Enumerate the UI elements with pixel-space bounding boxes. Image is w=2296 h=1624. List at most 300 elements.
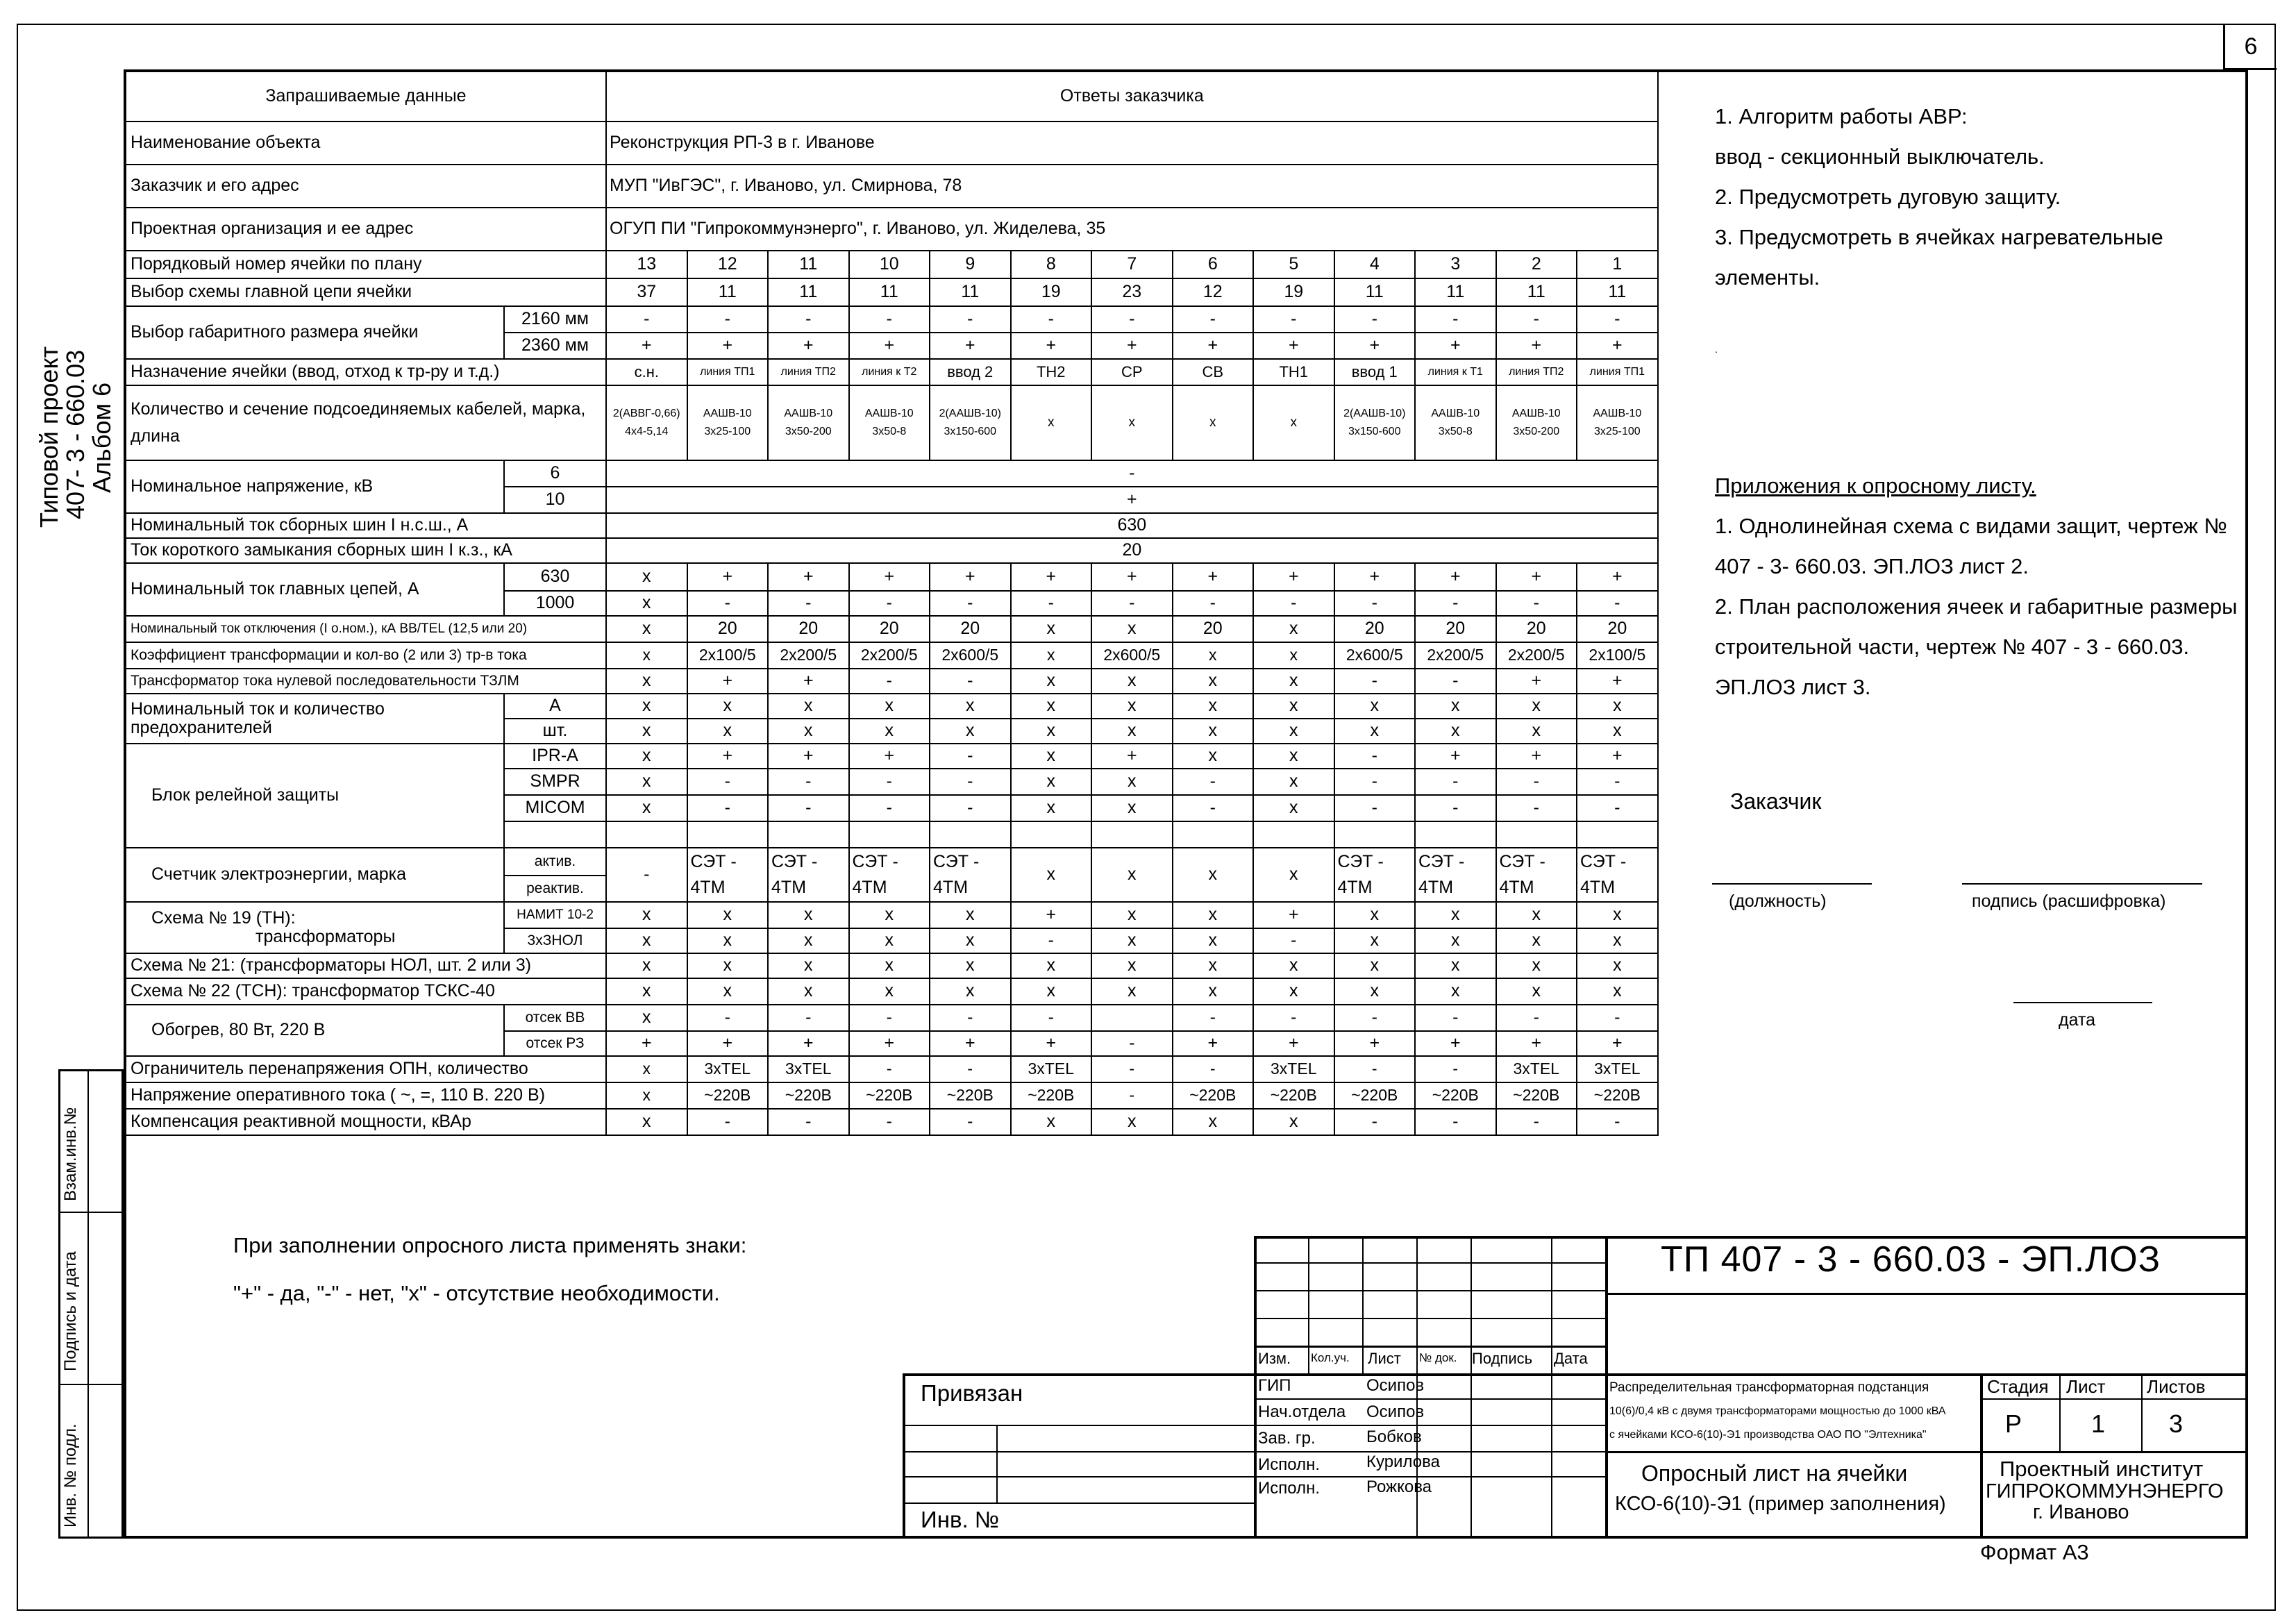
- table-cell: [1415, 848, 1496, 902]
- table-cell: +: [1577, 669, 1658, 694]
- table-cell: [1253, 848, 1334, 902]
- table-cell: х: [606, 1082, 687, 1109]
- table-cell: х: [768, 978, 849, 1005]
- table-cell: -: [1173, 1005, 1254, 1031]
- table-cell: -: [1415, 795, 1496, 821]
- role-row-0: ГИП: [1258, 1376, 1291, 1395]
- table-cell: +: [1496, 563, 1577, 591]
- table-cell: -: [1173, 795, 1254, 821]
- table-cell: 20: [768, 616, 849, 642]
- table-cell: х: [1011, 642, 1092, 669]
- name-row-1: Осипов: [1366, 1403, 1425, 1421]
- relay-ipr-label: IPR-A: [504, 744, 606, 769]
- table-cell: -: [768, 795, 849, 821]
- table-cell: -: [1334, 669, 1416, 694]
- table-cell: ~220В: [1173, 1082, 1254, 1109]
- table-row: [126, 208, 1658, 251]
- table-cell: х: [606, 563, 687, 591]
- table-cell: СР: [1091, 359, 1173, 385]
- tb-line: [1254, 1290, 1605, 1291]
- table-cell: х: [606, 616, 687, 642]
- desc-line1: Распределительная трансформаторная подстанция: [1609, 1380, 1929, 1395]
- table-cell: 20: [1496, 616, 1577, 642]
- table-cell: х: [1173, 902, 1254, 928]
- table-cell: +: [1173, 563, 1254, 591]
- table-cell: х: [606, 769, 687, 795]
- cell-line: 4ТМ: [852, 878, 887, 897]
- table-cell: -: [1334, 795, 1416, 821]
- table-cell: х: [606, 694, 687, 719]
- zero-ct-label: Трансформатор тока нулевой последовательности ТЗЛМ: [126, 669, 606, 694]
- table-cell: 20: [1334, 616, 1416, 642]
- sheet-value: 1: [2091, 1409, 2106, 1438]
- table-row: [126, 642, 1658, 669]
- table-cell: +: [1091, 333, 1173, 359]
- table-row: [126, 953, 1658, 978]
- table-cell: -: [1496, 795, 1577, 821]
- customer-title: Заказчик: [1730, 789, 1822, 814]
- tb-line: [1254, 1236, 1257, 1539]
- table-cell: х: [1253, 719, 1334, 744]
- table-cell: х: [1334, 719, 1416, 744]
- cell-line: 4ТМ: [771, 878, 807, 897]
- privyazan: Привязан: [921, 1380, 1023, 1406]
- cell-line: ААШВ-10: [864, 408, 914, 420]
- table-cell: 20: [1173, 616, 1254, 642]
- cell-line: х: [1209, 415, 1216, 430]
- voltage-6-label: 6: [504, 460, 606, 487]
- table-cell: [606, 848, 687, 902]
- table-cell: х: [1253, 616, 1334, 642]
- table-cell: -: [768, 306, 849, 333]
- table-cell: 12: [687, 251, 769, 278]
- table-cell: [1091, 821, 1173, 848]
- table-cell: х: [1173, 642, 1254, 669]
- name-row-3: Курилова: [1366, 1453, 1440, 1471]
- table-cell: +: [1253, 1031, 1334, 1056]
- table-cell: х: [1496, 978, 1577, 1005]
- table-cell: -: [849, 591, 930, 616]
- table-cell: [1334, 821, 1416, 848]
- hdr-doc: № док.: [1419, 1351, 1457, 1364]
- table-cell: 11: [768, 278, 849, 306]
- table-cell: +: [687, 333, 769, 359]
- table-cell: х: [1496, 928, 1577, 953]
- table-cell: -: [1091, 306, 1173, 333]
- table-cell: х: [687, 902, 769, 928]
- table-cell: +: [768, 1031, 849, 1056]
- cell-line: 2(АВВГ-0,66): [612, 408, 680, 420]
- table-cell: 20: [687, 616, 769, 642]
- cell-line: СЭТ -: [933, 851, 980, 871]
- table-cell: +: [1173, 333, 1254, 359]
- table-cell: 2х600/5: [930, 642, 1011, 669]
- table-cell: +: [1496, 1031, 1577, 1056]
- cell-line: СЭТ -: [690, 851, 737, 871]
- doc-title-line1: Опросный лист на ячейки: [1641, 1461, 1908, 1486]
- table-cell: -: [930, 591, 1011, 616]
- table-cell: 11: [849, 278, 930, 306]
- table-cell: -: [1334, 1056, 1416, 1082]
- table-cell: х: [606, 978, 687, 1005]
- tb-line: [1605, 1293, 2248, 1295]
- table-cell: 10: [849, 251, 930, 278]
- table-cell: х: [849, 902, 930, 928]
- table-cell: 12: [1173, 278, 1254, 306]
- cell-line: х: [1290, 415, 1298, 430]
- table-cell: [687, 848, 769, 902]
- table-cell: х: [1091, 669, 1173, 694]
- table-cell: -: [606, 306, 687, 333]
- appendix-2b: строительной части, чертеж № 407 - 3 - 660.03.: [1715, 635, 2190, 659]
- table-cell: -: [1577, 306, 1658, 333]
- table-cell: х: [1173, 694, 1254, 719]
- cell-line: 4ТМ: [1418, 878, 1454, 897]
- note-1b: ввод - секционный выключатель.: [1715, 144, 2045, 169]
- table-row: [126, 460, 1658, 487]
- cell-line: 4ТМ: [690, 878, 726, 897]
- table-cell: х: [606, 591, 687, 616]
- voltage-6-value: -: [606, 460, 1658, 487]
- cell-line: СЭТ -: [1337, 851, 1384, 871]
- stage-label: Стадия: [1987, 1376, 2049, 1397]
- cell-line: х: [1208, 864, 1218, 885]
- stamp-divider: [58, 1212, 124, 1213]
- cell-line: 3х50-8: [1438, 426, 1473, 437]
- table-cell: -: [930, 306, 1011, 333]
- sheets-label: Листов: [2147, 1376, 2206, 1397]
- table-row: [126, 563, 1658, 591]
- table-cell: 2х200/5: [768, 642, 849, 669]
- table-cell: +: [1415, 1031, 1496, 1056]
- table-cell: -: [1415, 306, 1496, 333]
- appendix-title: Приложения к опросному листу.: [1715, 474, 2036, 498]
- table-cell: х: [1577, 902, 1658, 928]
- size-label: Выбор габаритного размера ячейки: [126, 306, 504, 359]
- scheme19-namit-label: НАМИТ 10-2: [504, 902, 606, 928]
- table-cell: 2х200/5: [849, 642, 930, 669]
- questionnaire-table: [125, 71, 1659, 1136]
- table-cell: 6: [1173, 251, 1254, 278]
- table-cell: +: [849, 744, 930, 769]
- sheet-number: 6: [2223, 25, 2277, 70]
- table-cell: -: [687, 306, 769, 333]
- table-cell: ввод 1: [1334, 359, 1416, 385]
- short-circuit-label: Ток короткого замыкания сборных шин I к.з., кА: [126, 538, 606, 563]
- table-cell: линия ТП2: [1496, 359, 1577, 385]
- table-cell: ~220В: [1577, 1082, 1658, 1109]
- table-row: [126, 616, 1658, 642]
- table-cell: х: [1253, 769, 1334, 795]
- table-cell: 11: [930, 278, 1011, 306]
- table-cell: -: [687, 795, 769, 821]
- table-cell: +: [1253, 902, 1334, 928]
- side-title-line2: 407- 3 - 660.03: [61, 349, 90, 519]
- table-cell: ввод 2: [930, 359, 1011, 385]
- table-cell: 2х100/5: [687, 642, 769, 669]
- table-cell: х: [768, 928, 849, 953]
- tb-line: [903, 1425, 1605, 1426]
- table-cell: х: [849, 928, 930, 953]
- table-cell: х: [1011, 1109, 1092, 1135]
- table-cell: х: [1334, 978, 1416, 1005]
- cell-line: 3х50-200: [1513, 426, 1560, 437]
- table-cell: +: [768, 744, 849, 769]
- table-cell: [930, 848, 1011, 902]
- table-cell: х: [1091, 719, 1173, 744]
- table-cell: -: [1577, 769, 1658, 795]
- note-3b: элементы.: [1715, 265, 1820, 290]
- fuse-a-label: А: [504, 694, 606, 719]
- table-cell: х: [768, 953, 849, 978]
- table-cell: -: [768, 1109, 849, 1135]
- cell-line: 3х50-200: [785, 426, 832, 437]
- table-cell: -: [849, 1005, 930, 1031]
- table-cell: 4: [1334, 251, 1416, 278]
- table-cell: -: [1091, 1082, 1173, 1109]
- table-cell: +: [687, 1031, 769, 1056]
- tb-line: [1254, 1346, 1605, 1348]
- table-cell: х: [606, 795, 687, 821]
- busbar-current-value: 630: [606, 513, 1658, 538]
- table-cell: -: [768, 769, 849, 795]
- table-cell: х: [1173, 669, 1254, 694]
- table-cell: х: [1496, 694, 1577, 719]
- table-cell: -: [1253, 591, 1334, 616]
- table-cell: линия ТП1: [687, 359, 769, 385]
- table-cell: ~220В: [849, 1082, 930, 1109]
- table-cell: 11: [1577, 278, 1658, 306]
- table-cell: -: [930, 1056, 1011, 1082]
- voltage-label: Номинальное напряжение, кВ: [126, 460, 504, 513]
- cell-line: х: [1048, 415, 1055, 430]
- table-cell: [1091, 385, 1173, 460]
- stamp-divider: [58, 1384, 124, 1385]
- appendix-2a: 2. План расположения ячеек и габаритные размеры: [1715, 594, 2238, 619]
- table-cell: ~220В: [768, 1082, 849, 1109]
- cell-line: х: [1128, 415, 1136, 430]
- table-cell: х: [606, 1109, 687, 1135]
- cell-line: х: [1289, 864, 1298, 885]
- table-row: [126, 513, 1658, 538]
- header-requested: Запрашиваемые данные: [126, 72, 606, 122]
- table-cell: х: [606, 744, 687, 769]
- table-cell: [1253, 821, 1334, 848]
- table-cell: -: [1173, 1056, 1254, 1082]
- table-cell: х: [1011, 795, 1092, 821]
- table-cell: -: [930, 1109, 1011, 1135]
- table-cell: [768, 821, 849, 848]
- table-cell: -: [687, 1005, 769, 1031]
- table-cell: 1: [1577, 251, 1658, 278]
- table-cell: х: [1334, 953, 1416, 978]
- cell-line: 3х50-8: [872, 426, 907, 437]
- table-row: [126, 669, 1658, 694]
- tb-line: [1254, 1318, 1605, 1319]
- table-cell: +: [1415, 744, 1496, 769]
- table-cell: х: [1173, 744, 1254, 769]
- table-cell: +: [1577, 563, 1658, 591]
- table-cell: +: [930, 333, 1011, 359]
- cell-line: -: [644, 864, 650, 885]
- table-cell: 3хTEL: [1496, 1056, 1577, 1082]
- table-cell: [768, 848, 849, 902]
- table-cell: -: [1415, 591, 1496, 616]
- table-cell: х: [1415, 902, 1496, 928]
- table-cell: х: [606, 928, 687, 953]
- table-cell: -: [1173, 591, 1254, 616]
- cell-line: СЭТ -: [1580, 851, 1627, 871]
- table-header-row: [126, 72, 1658, 122]
- table-cell: [1334, 848, 1416, 902]
- table-cell: +: [849, 333, 930, 359]
- table-cell: 11: [1334, 278, 1416, 306]
- table-cell: х: [1496, 902, 1577, 928]
- relay-blank: [504, 821, 606, 848]
- table-cell: -: [1253, 306, 1334, 333]
- table-cell: -: [687, 591, 769, 616]
- table-cell: х: [687, 719, 769, 744]
- table-cell: +: [606, 1031, 687, 1056]
- table-cell: ТН2: [1011, 359, 1092, 385]
- size-2360-label: 2360 мм: [504, 333, 606, 359]
- inv-number: Инв. №: [921, 1507, 1000, 1532]
- cell-line: 3х150-600: [1348, 426, 1401, 437]
- table-cell: 11: [687, 278, 769, 306]
- table-cell: х: [1415, 978, 1496, 1005]
- table-cell: х: [1091, 769, 1173, 795]
- table-cell: ~220В: [1334, 1082, 1416, 1109]
- cell-no-label: Порядковый номер ячейки по плану: [126, 251, 606, 278]
- table-cell: +: [1334, 333, 1416, 359]
- cell-line: СЭТ -: [852, 851, 898, 871]
- table-cell: х: [687, 978, 769, 1005]
- table-cell: х: [606, 902, 687, 928]
- tb-line: [2059, 1373, 2061, 1451]
- table-cell: -: [1334, 744, 1416, 769]
- table-cell: -: [849, 769, 930, 795]
- side-title-line1: Типовой проект: [35, 346, 63, 528]
- table-cell: -: [1577, 795, 1658, 821]
- table-cell: -: [1496, 1005, 1577, 1031]
- table-cell: х: [606, 953, 687, 978]
- name-row-2: Бобков: [1366, 1428, 1422, 1446]
- table-cell: -: [1011, 591, 1092, 616]
- table-cell: х: [1415, 694, 1496, 719]
- scheme22-label: Схема № 22 (ТСН): трансформатор ТСКС-40: [126, 978, 606, 1005]
- table-row: [126, 848, 1658, 876]
- object-value: Реконструкция РП-3 в г. Иванове: [606, 122, 1658, 165]
- table-cell: х: [930, 719, 1011, 744]
- table-cell: -: [1011, 928, 1092, 953]
- table-cell: 11: [1496, 278, 1577, 306]
- tb-line: [1308, 1236, 1309, 1373]
- main-current-label: Номинальный ток главных цепей, А: [126, 563, 504, 616]
- cable-label: Количество и сечение подсоединяемых кабелей, марка, длина: [126, 385, 606, 460]
- table-cell: 19: [1011, 278, 1092, 306]
- heating-vv-label: отсек ВВ: [504, 1005, 606, 1031]
- table-cell: [1577, 848, 1658, 902]
- table-cell: 20: [1577, 616, 1658, 642]
- table-cell: [1091, 1005, 1173, 1031]
- table-cell: х: [930, 953, 1011, 978]
- table-cell: х: [1577, 694, 1658, 719]
- table-cell: ~220В: [1011, 1082, 1092, 1109]
- table-cell: +: [930, 563, 1011, 591]
- table-cell: +: [1577, 1031, 1658, 1056]
- desc-line3: с ячейками КСО-6(10)-Э1 производства ОАО ПО "Элтехника": [1609, 1429, 1927, 1441]
- size-2160-label: 2160 мм: [504, 306, 606, 333]
- table-cell: -: [1577, 591, 1658, 616]
- table-cell: х: [849, 694, 930, 719]
- table-row: [126, 538, 1658, 563]
- compensation-label: Компенсация реактивной мощности, кВАр: [126, 1109, 606, 1135]
- table-cell: х: [606, 1056, 687, 1082]
- hdr-date: Дата: [1554, 1350, 1588, 1367]
- table-cell: х: [849, 978, 930, 1005]
- table-cell: +: [606, 333, 687, 359]
- table-cell: х: [1253, 795, 1334, 821]
- table-cell: +: [1253, 333, 1334, 359]
- table-cell: 9: [930, 251, 1011, 278]
- table-cell: +: [1577, 333, 1658, 359]
- table-row: [126, 744, 1658, 769]
- table-cell: -: [849, 669, 930, 694]
- table-cell: 20: [849, 616, 930, 642]
- table-row: [126, 278, 1658, 306]
- table-cell: +: [849, 1031, 930, 1056]
- table-cell: 3хTEL: [768, 1056, 849, 1082]
- table-row: [126, 978, 1658, 1005]
- table-cell: х: [1011, 669, 1092, 694]
- cell-line: 4ТМ: [1580, 878, 1616, 897]
- tb-line: [903, 1476, 1605, 1477]
- table-cell: [1577, 385, 1658, 460]
- cell-line: 4ТМ: [933, 878, 969, 897]
- table-cell: [1091, 848, 1173, 902]
- table-cell: 2х100/5: [1577, 642, 1658, 669]
- tb-line: [1254, 1262, 1605, 1264]
- table-row: [126, 902, 1658, 928]
- table-cell: х: [1415, 953, 1496, 978]
- table-cell: [1253, 385, 1334, 460]
- tb-line: [903, 1502, 1254, 1504]
- table-cell: ~220В: [930, 1082, 1011, 1109]
- table-cell: +: [687, 744, 769, 769]
- table-row: [126, 359, 1658, 385]
- table-cell: х: [930, 694, 1011, 719]
- table-cell: х: [1011, 978, 1092, 1005]
- table-cell: -: [849, 1056, 930, 1082]
- role-row-2: Зав. гр.: [1258, 1429, 1316, 1448]
- table-cell: -: [1415, 1109, 1496, 1135]
- table-cell: [1415, 385, 1496, 460]
- table-cell: [1334, 385, 1416, 460]
- table-cell: -: [930, 744, 1011, 769]
- table-cell: х: [606, 669, 687, 694]
- table-cell: -: [1577, 1005, 1658, 1031]
- table-cell: 8: [1011, 251, 1092, 278]
- table-cell: [1173, 848, 1254, 902]
- table-cell: х: [1011, 769, 1092, 795]
- org-line2: ГИПРОКОММУНЭНЕРГО: [1986, 1480, 2224, 1502]
- cell-line: 4ТМ: [1499, 878, 1534, 897]
- table-cell: х: [1173, 928, 1254, 953]
- cell-line: 2(ААШВ-10): [1343, 408, 1406, 420]
- tb-line: [1254, 1398, 1605, 1400]
- table-cell: х: [1011, 744, 1092, 769]
- cell-line: ААШВ-10: [1431, 408, 1480, 420]
